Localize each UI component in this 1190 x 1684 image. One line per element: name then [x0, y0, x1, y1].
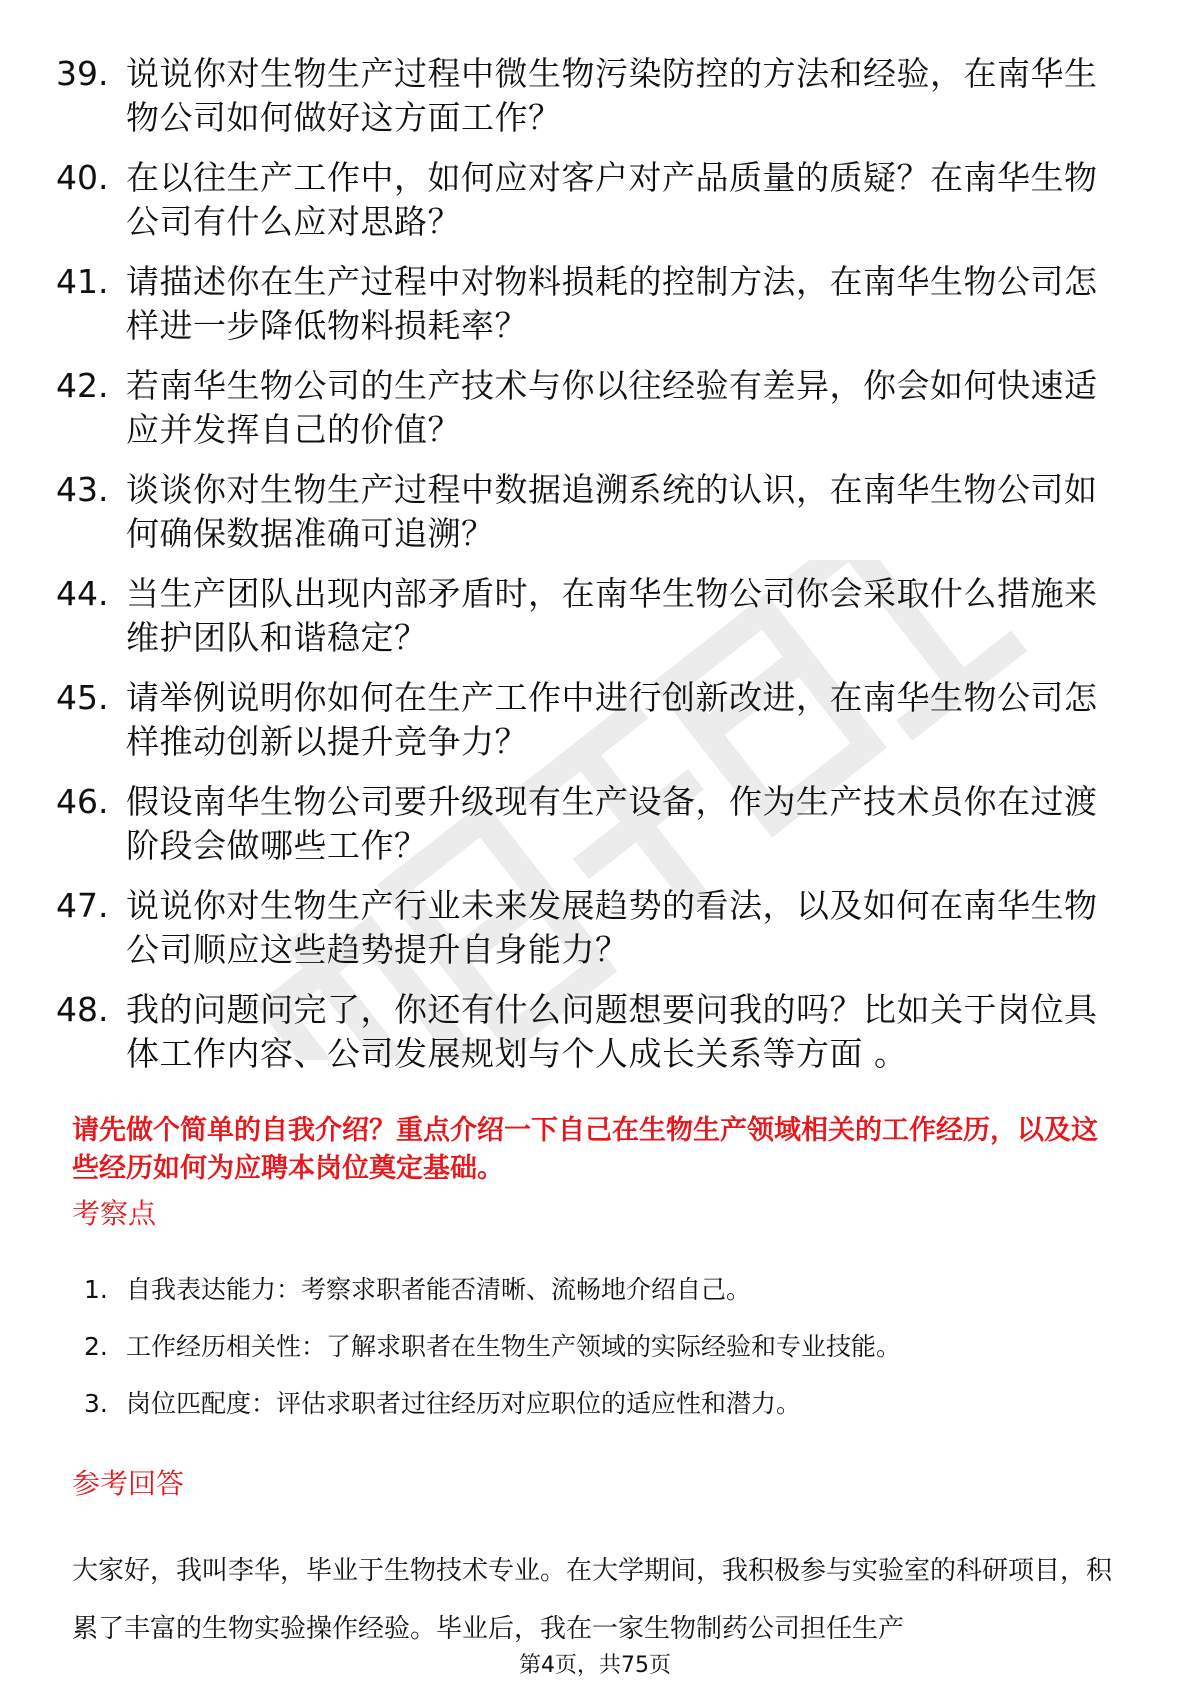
question-item [56, 260, 1116, 364]
reference-answer-text: 大家好，我叫李华，毕业于生物技术专业。在大学期间，我积极参与实验室的科研项目，积累了丰富的生物实验操作经验。毕业后，我在一家生物制药公司担任生产 [72, 1556, 1113, 1644]
assessment-points-list [84, 1272, 1124, 1443]
question-number: 40. [56, 158, 109, 197]
assessment-point [84, 1329, 1124, 1386]
question-number: 41. [56, 262, 109, 301]
question-number: 48. [56, 990, 109, 1029]
question-item [56, 988, 1116, 1092]
question-item [56, 468, 1116, 572]
question-number: 45. [56, 678, 109, 717]
question-text: 谈谈你对生物生产过程中数据追溯系统的认识，在南华生物公司如何确保数据准确可追溯？ [126, 470, 1098, 553]
assessment-point-number: 3. [84, 1389, 108, 1418]
assessment-point-text: 工作经历相关性：了解求职者在生物生产领域的实际经验和专业技能。 [126, 1332, 902, 1361]
question-text: 在以往生产工作中，如何应对客户对产品质量的质疑？在南华生物公司有什么应对思路？ [126, 158, 1098, 241]
question-item [56, 676, 1116, 780]
assessment-point [84, 1272, 1124, 1329]
question-item [56, 52, 1116, 156]
question-item [56, 884, 1116, 988]
question-text: 我的问题问完了，你还有什么问题想要问我的吗？比如关于岗位具体工作内容、公司发展规划与个人成长关系等方面 。 [126, 990, 1098, 1073]
page-footer: 第4页，共75页 [519, 1653, 671, 1678]
assessment-heading: 考察点 [72, 1197, 157, 1230]
question-item [56, 156, 1116, 260]
question-text: 当生产团队出现内部矛盾时，在南华生物公司你会采取什么措施来维护团队和谐稳定？ [126, 574, 1098, 657]
question-text: 假设南华生物公司要升级现有生产设备，作为生产技术员你在过渡阶段会做哪些工作？ [126, 782, 1098, 865]
assessment-point-number: 2. [84, 1332, 108, 1361]
question-number: 39. [56, 54, 109, 93]
assessment-point [84, 1386, 1124, 1443]
question-number: 43. [56, 470, 109, 509]
question-item [56, 572, 1116, 676]
question-text: 请描述你在生产过程中对物料损耗的控制方法，在南华生物公司怎样进一步降低物料损耗率？ [126, 262, 1098, 345]
assessment-point-text: 岗位匹配度：评估求职者过往经历对应职位的适应性和潜力。 [126, 1389, 802, 1418]
question-number: 42. [56, 366, 109, 405]
question-item [56, 364, 1116, 468]
question-text: 说说你对生物生产行业未来发展趋势的看法，以及如何在南华生物公司顺应这些趋势提升自身能力？ [126, 886, 1098, 969]
question-item [56, 780, 1116, 884]
question-number: 47. [56, 886, 109, 925]
question-number: 46. [56, 782, 109, 821]
interview-prompt: 请先做个简单的自我介绍？重点介绍一下自己在生物生产领域相关的工作经历，以及这些经历如何为应聘本岗位奠定基础。 [72, 1115, 1098, 1184]
question-text: 说说你对生物生产过程中微生物污染防控的方法和经验，在南华生物公司如何做好这方面工作？ [126, 54, 1098, 137]
question-number: 44. [56, 574, 109, 613]
question-list [56, 52, 1116, 1092]
question-text: 若南华生物公司的生产技术与你以往经验有差异，你会如何快速适应并发挥自己的价值？ [126, 366, 1098, 449]
assessment-point-number: 1. [84, 1275, 108, 1304]
assessment-point-text: 自我表达能力：考察求职者能否清晰、流畅地介绍自己。 [126, 1275, 752, 1304]
question-text: 请举例说明你如何在生产工作中进行创新改进，在南华生物公司怎样推动创新以提升竞争力？ [126, 678, 1098, 761]
reference-answer-heading: 参考回答 [72, 1467, 185, 1500]
